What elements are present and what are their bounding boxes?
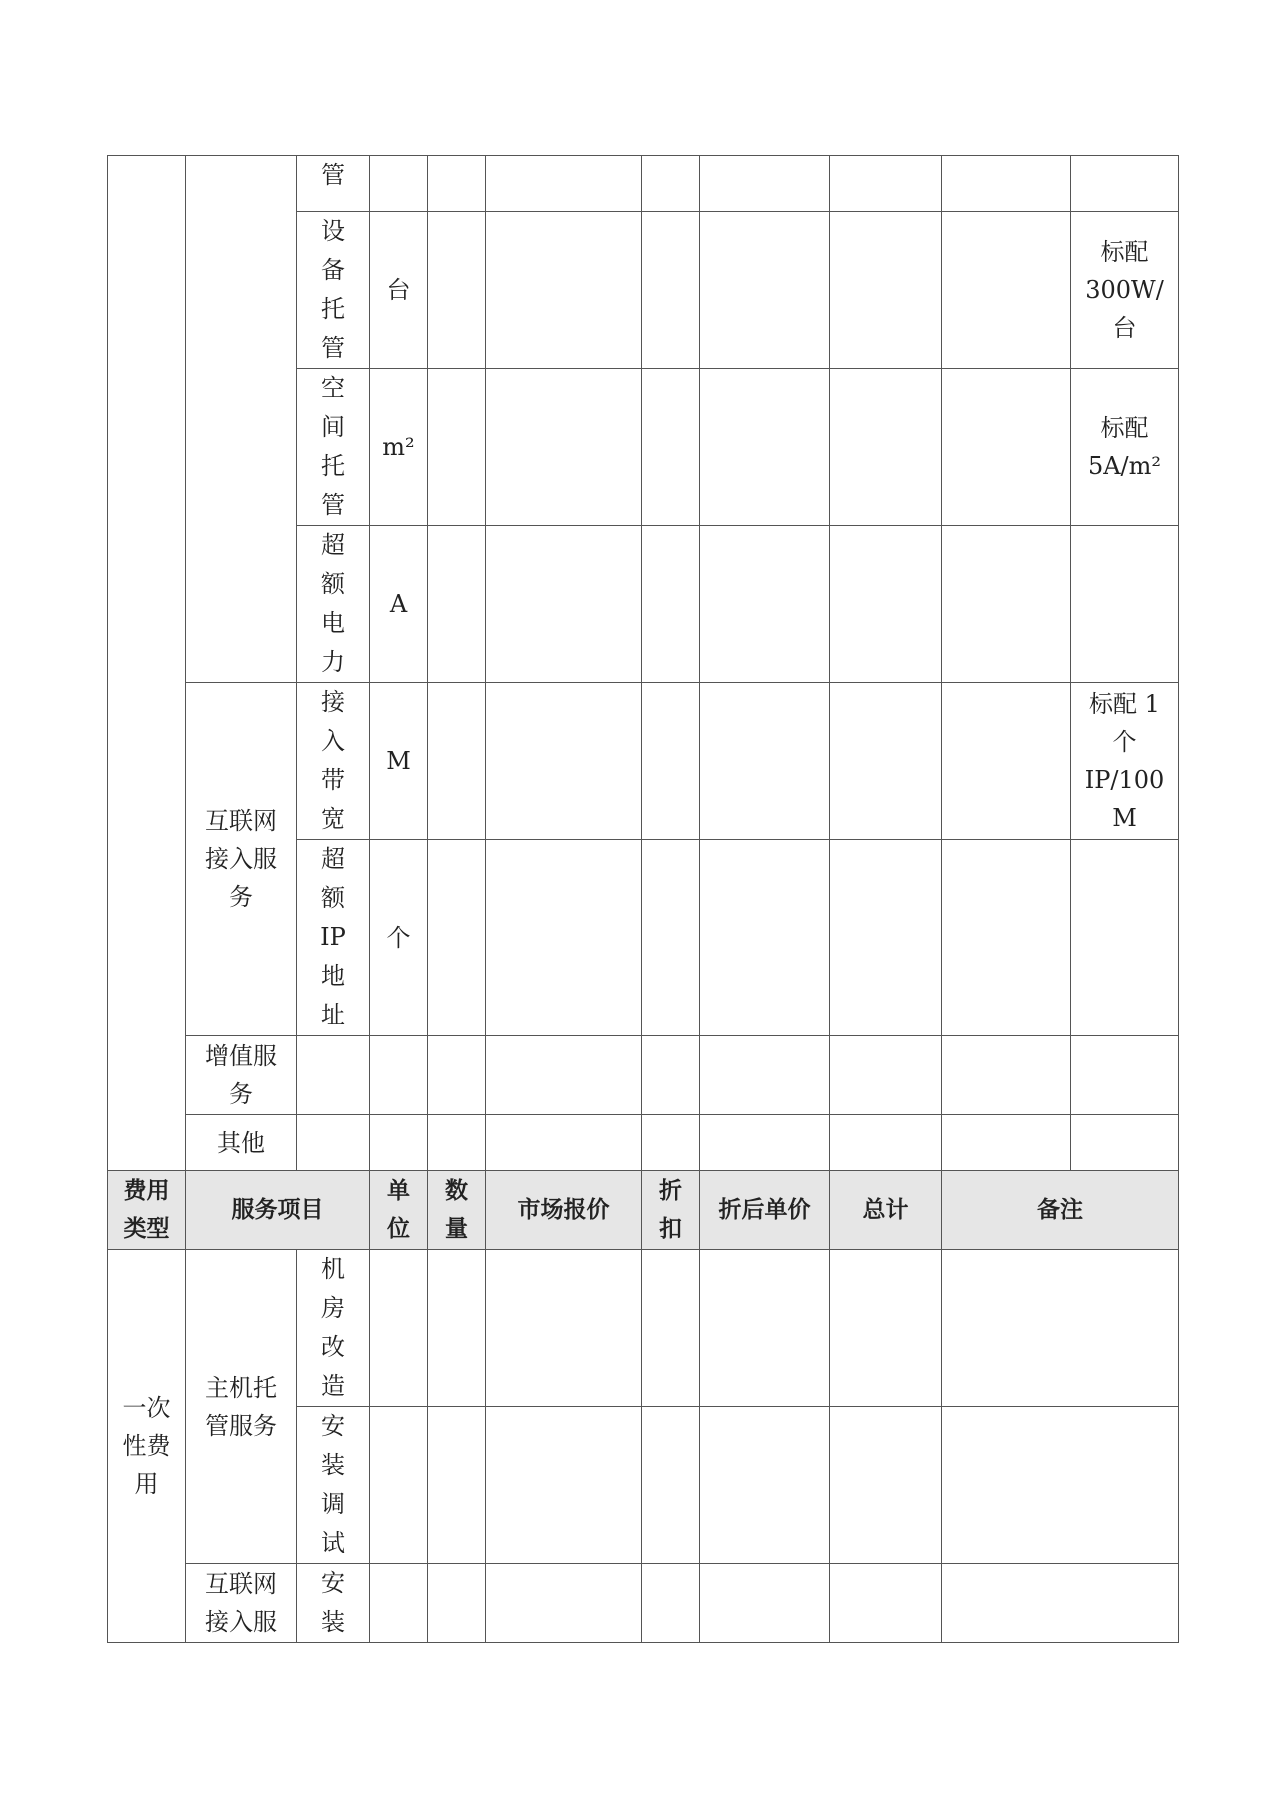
remark-cell-b: 标配 5A/m² <box>1071 369 1179 526</box>
market-price-cell <box>486 369 642 526</box>
header-unit: 单 位 <box>370 1171 428 1250</box>
fee-type-cell <box>108 156 186 1171</box>
unit-cell: m² <box>370 369 428 526</box>
item-cell <box>297 526 370 683</box>
qty-cell <box>428 212 486 369</box>
discounted-price-cell <box>700 840 830 1036</box>
total-cell <box>830 212 942 369</box>
remark-cell-a <box>942 1036 1071 1115</box>
service-group-value-added: 增值服 务 <box>186 1036 297 1115</box>
discount-cell <box>642 156 700 212</box>
table-row <box>108 1250 1179 1407</box>
item-cell <box>297 840 370 1036</box>
qty-cell <box>428 1564 486 1643</box>
discounted-price-cell <box>700 369 830 526</box>
discount-cell <box>642 1250 700 1407</box>
remark-cell-a <box>942 156 1071 212</box>
item-label: 安装 <box>321 1569 345 1636</box>
total-cell <box>830 156 942 212</box>
header-discounted-price: 折后单价 <box>700 1171 830 1250</box>
qty-cell <box>428 369 486 526</box>
header-market-price: 市场报价 <box>486 1171 642 1250</box>
fee-table <box>107 155 1179 1643</box>
total-cell <box>830 369 942 526</box>
qty-cell <box>428 156 486 212</box>
remark-cell <box>942 1407 1179 1564</box>
item-cell <box>297 1115 370 1171</box>
item-label: 空间托管 <box>321 374 345 519</box>
service-group-internet: 互联网 接入服 务 <box>186 683 297 1036</box>
market-price-cell <box>486 526 642 683</box>
qty-cell <box>428 526 486 683</box>
item-cell <box>297 369 370 526</box>
total-cell <box>830 1115 942 1171</box>
unit-cell <box>370 1036 428 1115</box>
remark-cell-a <box>942 683 1071 840</box>
discount-cell <box>642 1036 700 1115</box>
discounted-price-cell <box>700 1564 830 1643</box>
market-price-cell <box>486 156 642 212</box>
qty-cell <box>428 1036 486 1115</box>
item-label: 安装调试 <box>321 1412 345 1557</box>
remark-cell-b <box>1071 1115 1179 1171</box>
discount-cell <box>642 1564 700 1643</box>
remark-cell-a <box>942 1115 1071 1171</box>
unit-cell <box>370 1115 428 1171</box>
discounted-price-cell <box>700 1115 830 1171</box>
market-price-cell <box>486 1250 642 1407</box>
discount-cell <box>642 526 700 683</box>
discounted-price-cell <box>700 683 830 840</box>
market-price-cell <box>486 1115 642 1171</box>
remark-cell <box>942 1250 1179 1407</box>
table-row <box>108 1115 1179 1171</box>
total-cell <box>830 683 942 840</box>
header-service-item: 服务项目 <box>186 1171 370 1250</box>
item-cell <box>297 683 370 840</box>
unit-cell <box>370 1250 428 1407</box>
remark-cell-b <box>1071 156 1179 212</box>
total-cell <box>830 1036 942 1115</box>
discount-cell <box>642 1407 700 1564</box>
qty-cell <box>428 683 486 840</box>
total-cell <box>830 526 942 683</box>
table-row <box>108 156 1179 212</box>
unit-cell <box>370 1564 428 1643</box>
table-row <box>108 683 1179 840</box>
item-label: 超额电力 <box>321 531 345 676</box>
discount-cell <box>642 369 700 526</box>
item-cell <box>297 212 370 369</box>
remark-cell-b: 标配 300W/ 台 <box>1071 212 1179 369</box>
remark-cell-a <box>942 369 1071 526</box>
table-row <box>108 1564 1179 1643</box>
service-group-hosting: 主机托 管服务 <box>186 1250 297 1564</box>
table-row <box>108 1036 1179 1115</box>
total-cell <box>830 1564 942 1643</box>
discount-cell <box>642 840 700 1036</box>
item-cell <box>297 1250 370 1407</box>
fee-type-one-time: 一次 性费 用 <box>108 1250 186 1643</box>
header-total: 总计 <box>830 1171 942 1250</box>
unit-cell: 个 <box>370 840 428 1036</box>
discount-cell <box>642 1115 700 1171</box>
header-fee-type: 费用 类型 <box>108 1171 186 1250</box>
item-cell <box>297 1036 370 1115</box>
qty-cell <box>428 840 486 1036</box>
unit-cell <box>370 1407 428 1564</box>
item-label: 机房改造 <box>321 1255 345 1400</box>
header-quantity: 数 量 <box>428 1171 486 1250</box>
remark-cell-b <box>1071 840 1179 1036</box>
discounted-price-cell <box>700 156 830 212</box>
market-price-cell <box>486 840 642 1036</box>
discount-cell <box>642 212 700 369</box>
item-cell <box>297 1407 370 1564</box>
unit-cell <box>370 156 428 212</box>
remark-cell-a <box>942 212 1071 369</box>
remark-cell-b: 标配 1 个 IP/100 M <box>1071 683 1179 840</box>
market-price-cell <box>486 1407 642 1564</box>
header-discount: 折 扣 <box>642 1171 700 1250</box>
service-group-internet-lower: 互联网 接入服 <box>186 1564 297 1643</box>
qty-cell <box>428 1115 486 1171</box>
remark-cell-b <box>1071 526 1179 683</box>
item-cell <box>297 1564 370 1643</box>
service-group-cell <box>186 156 297 683</box>
discounted-price-cell <box>700 1036 830 1115</box>
total-cell <box>830 1407 942 1564</box>
discounted-price-cell <box>700 1250 830 1407</box>
discounted-price-cell <box>700 1407 830 1564</box>
service-group-other: 其他 <box>186 1115 297 1171</box>
remark-cell-a <box>942 526 1071 683</box>
header-remark: 备注 <box>942 1171 1179 1250</box>
total-cell <box>830 1250 942 1407</box>
unit-cell: M <box>370 683 428 840</box>
market-price-cell <box>486 1036 642 1115</box>
total-cell <box>830 840 942 1036</box>
item-label: 设备托管 <box>321 217 345 362</box>
discounted-price-cell <box>700 526 830 683</box>
remark-cell-a <box>942 840 1071 1036</box>
market-price-cell <box>486 1564 642 1643</box>
unit-cell: A <box>370 526 428 683</box>
discounted-price-cell <box>700 212 830 369</box>
market-price-cell <box>486 212 642 369</box>
item-cell: 管 <box>297 156 370 212</box>
market-price-cell <box>486 683 642 840</box>
remark-cell <box>942 1564 1179 1643</box>
item-label: 超额IP地址 <box>320 845 346 1029</box>
remark-cell-b <box>1071 1036 1179 1115</box>
qty-cell <box>428 1407 486 1564</box>
unit-cell: 台 <box>370 212 428 369</box>
discount-cell <box>642 683 700 840</box>
item-label: 接入带宽 <box>321 688 345 833</box>
qty-cell <box>428 1250 486 1407</box>
table-header-row <box>108 1171 1179 1250</box>
